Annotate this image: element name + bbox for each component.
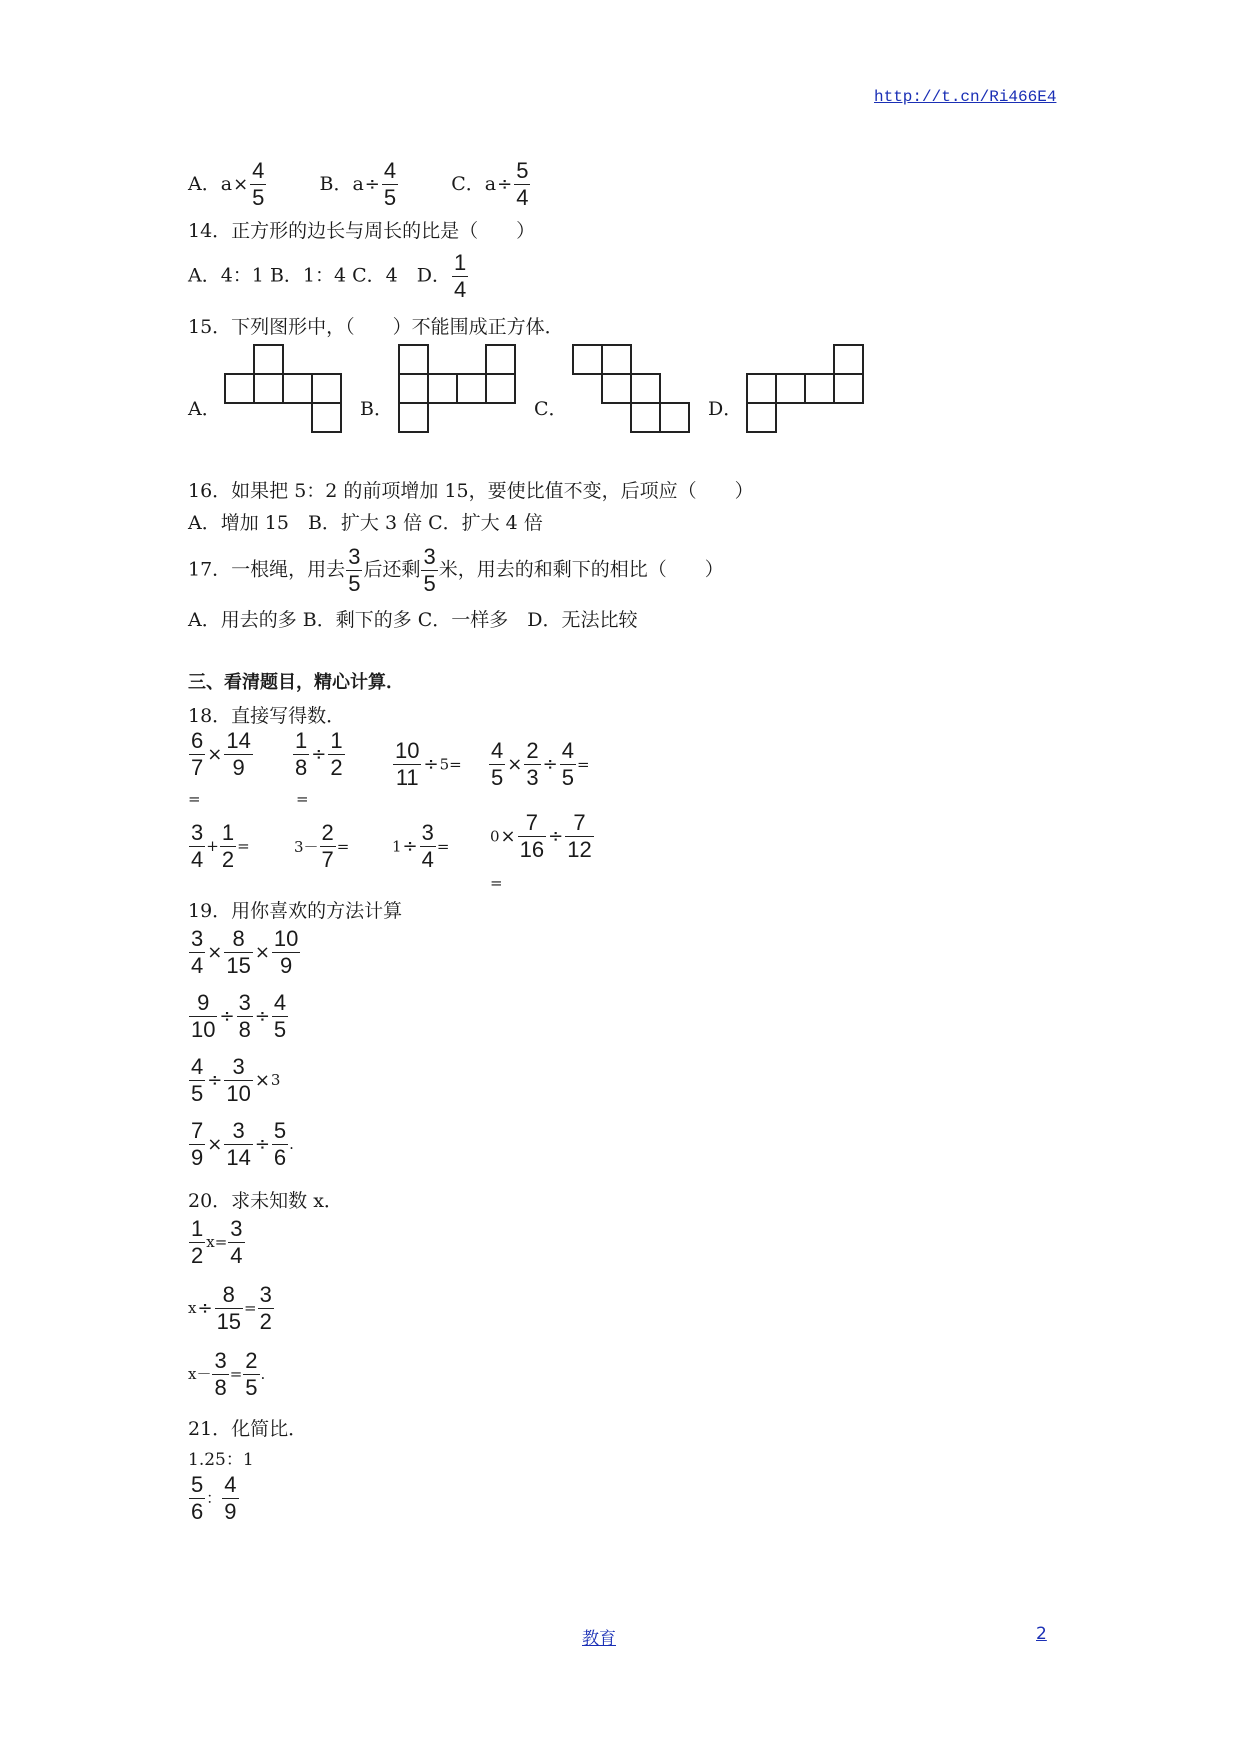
q19-expr-4: $\frac{7}{9}$ × $\frac{3}{14}$ ÷ $\frac{5}{6}$ . (191, 1118, 294, 1170)
q20-eq-3: x－ $\frac{3}{8}$ = $\frac{2}{5}$ . (188, 1348, 266, 1400)
q18-expr-4: $\frac{4}{5}$ × $\frac{2}{3}$ ÷ $\frac{4}{5}$ = (491, 738, 590, 790)
q17-options: A．用去的多 B．剩下的多 C．一样多 D．无法比较 (188, 609, 638, 631)
q13-option-b: B．a÷ $\frac{4}{5}$ (319, 158, 397, 210)
q18-eq-1: = (188, 790, 201, 808)
q14-options: A．4：1 B．1：4 C．4 D． $\frac{1}{4}$ (188, 250, 467, 302)
header-link[interactable]: http://t.cn/Ri466E4 (874, 88, 1057, 106)
q15-label-d: D． (708, 398, 743, 420)
q18-expr-8: 0× $\frac{7}{16}$ ÷ $\frac{7}{12}$ (490, 810, 592, 862)
q21-line-2: $\frac{5}{6}$ ： $\frac{4}{9}$ (191, 1472, 237, 1524)
q15-label-c: C． (534, 398, 568, 420)
q18-expr-7: 1÷ $\frac{3}{4}$ = (392, 820, 450, 872)
q20-stem: 20．求未知数 x． (188, 1190, 343, 1212)
q15-label-b: B． (360, 398, 393, 420)
q18-expr-1: $\frac{6}{7}$ × $\frac{14}{9}$ (191, 728, 251, 780)
q21-line-1: 1.25：1 (188, 1450, 254, 1470)
q18-eq-2: = (296, 790, 309, 808)
q15-net-b (398, 344, 528, 437)
footer-center-link[interactable]: 教育 (582, 1629, 616, 1649)
q19-stem: 19．用你喜欢的方法计算 (188, 900, 403, 922)
q19-expr-3: $\frac{4}{5}$ ÷ $\frac{3}{10}$ ×3 (191, 1054, 281, 1106)
q15-net-c (572, 344, 702, 437)
q16-stem: 16．如果把 5：2 的前项增加 15，要使比值不变，后项应（ ） (188, 480, 754, 502)
section-title: 三、看清题目，精心计算． (188, 672, 404, 693)
q18-eq-8: = (490, 874, 503, 892)
q21-stem: 21．化简比． (188, 1418, 308, 1440)
q20-eq-2: x÷ $\frac{8}{15}$ = $\frac{3}{2}$ (188, 1282, 272, 1334)
q18-expr-5: $\frac{3}{4}$ + $\frac{1}{2}$ = (191, 820, 250, 872)
q17-stem: 17．一根绳，用去 $\frac{3}{5}$ 后还剩 $\frac{3}{5}$ 米，用去的和剩下的相比（ ） (188, 544, 724, 596)
q18-expr-2: $\frac{1}{8}$ ÷ $\frac{1}{2}$ (295, 728, 343, 780)
q18-stem: 18．直接写得数． (188, 705, 346, 727)
q18-expr-3: $\frac{10}{11}$ ÷5= (395, 738, 462, 790)
q19-expr-2: $\frac{9}{10}$ ÷ $\frac{3}{8}$ ÷ $\frac{4}{5}$ (191, 990, 287, 1042)
q13-option-c: C．a÷ $\frac{5}{4}$ (451, 158, 529, 210)
q15-net-d (746, 344, 876, 437)
q15-stem: 15．下列图形中，（ ）不能围成正方体． (188, 316, 564, 338)
q18-expr-6: 3－ $\frac{2}{7}$ = (294, 820, 350, 872)
page-number: 2 (1036, 1624, 1047, 1644)
q13-option-a: A．a× $\frac{4}{5}$ (188, 158, 265, 210)
q20-eq-1: $\frac{1}{2}$ x= $\frac{3}{4}$ (191, 1216, 243, 1268)
q15-label-a: A． (188, 398, 221, 420)
q16-options: A．增加 15 B．扩大 3 倍 C．扩大 4 倍 (188, 512, 543, 534)
q13-options (188, 160, 531, 209)
q14-stem: 14．正方形的边长与周长的比是（ ） (188, 220, 536, 242)
q15-net-a (224, 344, 354, 437)
q19-expr-1: $\frac{3}{4}$ × $\frac{8}{15}$ × $\frac{10}{9}$ (191, 926, 299, 978)
